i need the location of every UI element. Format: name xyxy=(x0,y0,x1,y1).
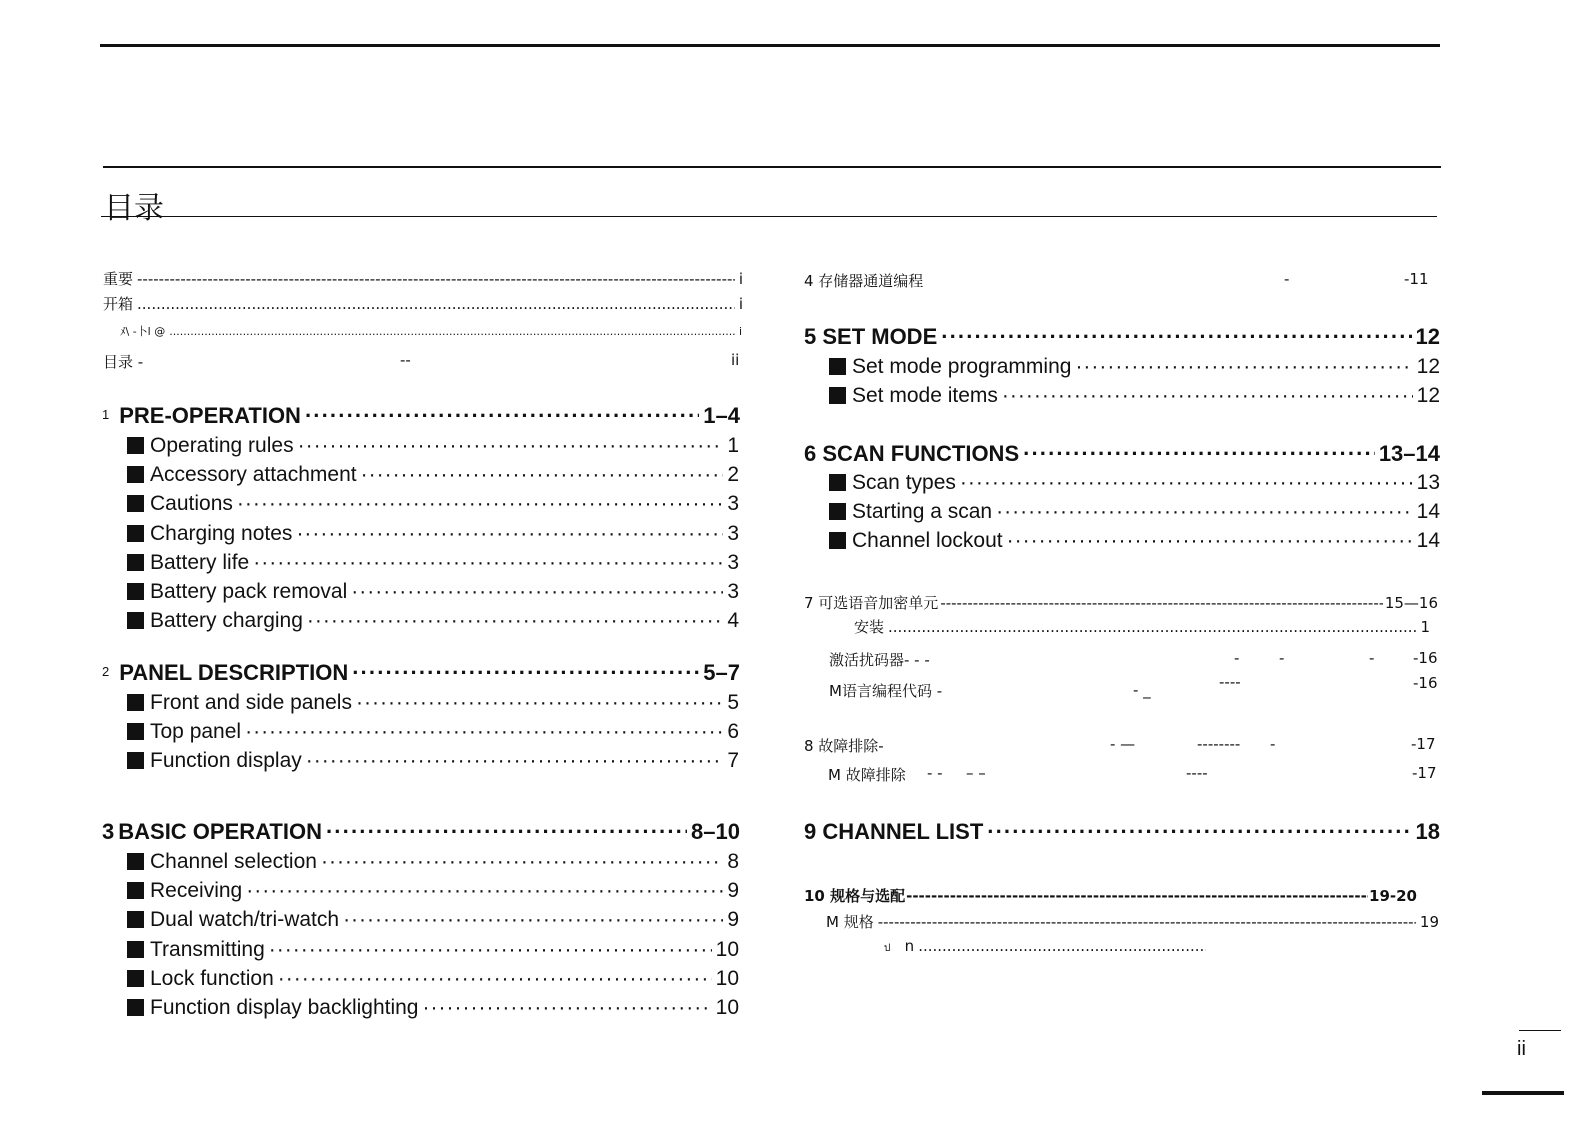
entry-label: ﾒ\ -卜l @ xyxy=(120,325,166,338)
toc-item-troubleshooting[interactable] xyxy=(828,764,1439,786)
item-label: Battery pack removal xyxy=(127,580,347,604)
item-page: 3 xyxy=(727,492,739,516)
toc-item[interactable] xyxy=(127,938,739,962)
section-title: 6 SCAN FUNCTIONS xyxy=(804,441,1020,466)
item-mid-1: - - xyxy=(927,764,943,782)
entry-page: i xyxy=(738,270,743,288)
item-label: Transmitting xyxy=(127,938,265,962)
item-label: Scan types xyxy=(829,471,956,495)
entry-mid: -- xyxy=(400,351,411,369)
toc-section-4[interactable] xyxy=(804,270,1444,292)
leader xyxy=(1002,384,1413,408)
item-page: -16 xyxy=(1413,649,1438,667)
page-number-rule xyxy=(1519,1030,1561,1031)
toc-section-5[interactable] xyxy=(804,324,1440,350)
leader xyxy=(356,691,723,715)
toc-section-1[interactable] xyxy=(102,403,740,429)
item-label: M 规格 xyxy=(826,913,874,931)
section-mid-1: - — xyxy=(1110,735,1136,753)
item-label: M 故障排除 xyxy=(828,766,906,784)
leader xyxy=(278,967,712,991)
leader xyxy=(137,270,735,288)
section-pages: 18 xyxy=(1415,819,1440,844)
section-title: 10 规格与选配 xyxy=(804,887,906,905)
leader xyxy=(245,720,723,744)
leader xyxy=(878,913,1416,931)
item-page: 10 xyxy=(715,937,739,961)
square-bullet-icon xyxy=(829,474,846,491)
toc-entry-garbled[interactable] xyxy=(120,323,742,339)
toc-item-set-mode-programming[interactable] xyxy=(829,355,1440,379)
square-bullet-icon xyxy=(127,752,144,769)
item-page: -17 xyxy=(1412,764,1437,782)
leader xyxy=(307,609,723,633)
leader xyxy=(960,471,1413,495)
toc-item[interactable] xyxy=(127,434,739,458)
section-title: 1 PRE-OPERATION xyxy=(102,403,301,428)
item-page: 3 xyxy=(727,521,739,545)
leader xyxy=(352,660,699,686)
square-bullet-icon xyxy=(127,554,144,571)
entry-page: ii xyxy=(731,351,740,369)
leader xyxy=(906,887,1368,905)
item-mid-2: - xyxy=(1279,649,1285,667)
leader xyxy=(918,937,1206,955)
item-page: 4 xyxy=(727,609,739,633)
section-title: 9 CHANNEL LIST xyxy=(804,819,984,844)
section-number: 1 xyxy=(102,407,110,422)
leader xyxy=(361,463,724,487)
item-label: Lock function xyxy=(127,967,274,991)
title-top-rule xyxy=(103,166,1441,168)
entry-label: 目录 - xyxy=(103,353,144,371)
leader xyxy=(305,403,699,429)
toc-item[interactable] xyxy=(127,492,739,516)
item-label: Accessory attachment xyxy=(127,463,357,487)
toc-section-9[interactable] xyxy=(804,819,1440,845)
leader xyxy=(253,551,723,575)
section-pages: 19-20 xyxy=(1369,887,1417,905)
toc-item[interactable] xyxy=(127,967,739,991)
toc-item[interactable] xyxy=(127,720,739,744)
toc-item[interactable] xyxy=(127,551,739,575)
leader xyxy=(1023,441,1375,467)
section-number: 2 xyxy=(102,664,110,679)
section-title: 8 故障排除- xyxy=(804,737,884,755)
item-label: Set mode programming xyxy=(829,355,1071,379)
item-mid-1: - _ xyxy=(1133,681,1151,699)
square-bullet-icon xyxy=(127,882,144,899)
toc-section-7[interactable] xyxy=(804,592,1438,613)
section-number: 3 xyxy=(102,819,115,844)
item-label: Cautions xyxy=(127,492,233,516)
item-label: Starting a scan xyxy=(829,500,992,524)
item-page: 14 xyxy=(1416,500,1440,523)
toc-item[interactable] xyxy=(127,691,739,715)
item-label: 激活扰码器- - - xyxy=(829,651,930,669)
item-label: M语言编程代码 - xyxy=(829,682,943,700)
entry-label: 重要 xyxy=(103,270,134,288)
toc-item[interactable] xyxy=(127,522,739,546)
square-bullet-icon xyxy=(829,358,846,375)
square-bullet-icon xyxy=(127,853,144,870)
toc-section-2[interactable] xyxy=(102,660,740,686)
item-mid-3: - xyxy=(1369,649,1375,667)
toc-item-scan-types[interactable] xyxy=(829,471,1440,495)
leader xyxy=(246,879,723,903)
leader xyxy=(351,580,723,604)
leader xyxy=(941,324,1411,350)
section-title: 5 SET MODE xyxy=(804,324,938,349)
item-label: Channel selection xyxy=(127,850,317,874)
toc-item[interactable] xyxy=(127,850,739,874)
item-label: Operating rules xyxy=(127,434,294,458)
item-page: 8 xyxy=(727,850,739,873)
leader xyxy=(296,522,723,546)
item-label: Battery charging xyxy=(127,609,303,633)
bottom-corner-rule xyxy=(1482,1091,1564,1095)
item-page: 6 xyxy=(727,720,739,744)
item-label: 安装 xyxy=(854,618,885,636)
section-pages: 1–4 xyxy=(703,403,740,428)
top-rule xyxy=(100,44,1440,47)
title-bottom-rule xyxy=(101,216,1437,217)
section-mid-2: -------- xyxy=(1197,735,1241,753)
item-label: Function display backlighting xyxy=(127,996,419,1020)
item-label: Charging notes xyxy=(127,522,292,546)
page-title: 目录 xyxy=(104,191,164,226)
square-bullet-icon xyxy=(829,503,846,520)
item-label: Set mode items xyxy=(829,384,998,408)
leader xyxy=(237,492,723,516)
item-page: 10 xyxy=(715,996,739,1019)
leader xyxy=(298,434,724,458)
section-pages: -17 xyxy=(1411,735,1436,753)
toc-section-10[interactable] xyxy=(804,885,1417,906)
leader xyxy=(306,749,724,773)
square-bullet-icon xyxy=(829,532,846,549)
toc-item[interactable] xyxy=(127,463,739,487)
item-label: Function display xyxy=(127,749,302,773)
square-bullet-icon xyxy=(127,466,144,483)
section-pages: 8–10 xyxy=(691,819,740,844)
toc-item-install[interactable] xyxy=(854,616,1430,637)
item-page: 1 xyxy=(727,434,739,457)
entry-page: i xyxy=(738,295,743,313)
item-label: Dual watch/tri-watch xyxy=(127,908,339,932)
toc-item[interactable] xyxy=(127,749,739,773)
leader xyxy=(1075,355,1412,379)
leader xyxy=(888,618,1416,636)
section-pages: 13–14 xyxy=(1378,441,1440,466)
section-pages: 15—16 xyxy=(1384,594,1438,612)
square-bullet-icon xyxy=(127,911,144,928)
toc-item-scrambler[interactable] xyxy=(829,649,1439,671)
item-label: Battery life xyxy=(127,551,249,575)
square-bullet-icon xyxy=(127,612,144,629)
item-page: 5 xyxy=(727,691,739,714)
item-mid-2: ---- xyxy=(1219,673,1241,691)
square-bullet-icon xyxy=(829,387,846,404)
item-page: 7 xyxy=(727,749,739,773)
item-page: 9 xyxy=(727,908,739,932)
entry-page: i xyxy=(738,325,742,338)
item-page: 13 xyxy=(1416,471,1440,494)
leader xyxy=(996,500,1413,524)
page-number: ii xyxy=(1517,1038,1526,1060)
item-page: 9 xyxy=(727,879,739,903)
section-title: 3 BASIC OPERATION xyxy=(102,819,322,844)
leader xyxy=(343,908,723,932)
section-pages: 12 xyxy=(1415,324,1440,349)
toc-item-set-mode-items[interactable] xyxy=(829,384,1440,408)
item-page: 3 xyxy=(727,550,739,574)
item-mid-2: – – xyxy=(966,764,986,782)
item-page: 14 xyxy=(1416,529,1440,552)
item-page: -16 xyxy=(1413,674,1438,692)
item-label: Front and side panels xyxy=(127,691,352,715)
section-title: 2 PANEL DESCRIPTION xyxy=(102,660,349,685)
leader xyxy=(940,594,1383,612)
leader xyxy=(321,850,723,874)
square-bullet-icon xyxy=(127,583,144,600)
item-page: 12 xyxy=(1416,355,1440,378)
toc-section-6[interactable] xyxy=(804,441,1440,467)
square-bullet-icon xyxy=(127,694,144,711)
toc-section-8[interactable] xyxy=(804,735,1439,757)
leader xyxy=(137,295,735,313)
toc-item-starting-a-scan[interactable] xyxy=(829,500,1440,524)
section-pages: 5–7 xyxy=(703,660,740,685)
item-mid-3: ---- xyxy=(1186,764,1208,782)
toc-item[interactable] xyxy=(127,879,739,903)
item-page: 1 xyxy=(1420,618,1430,636)
square-bullet-icon xyxy=(127,495,144,512)
item-page: 3 xyxy=(727,580,739,603)
item-page: 2 xyxy=(727,463,739,487)
entry-mid: - xyxy=(1284,270,1290,288)
section-title: 7 可选语音加密单元 xyxy=(804,594,939,612)
item-label: Channel lockout xyxy=(829,529,1003,553)
item-label: Receiving xyxy=(127,879,242,903)
toc-entry-important[interactable] xyxy=(103,268,743,289)
entry-page: -11 xyxy=(1404,270,1429,288)
leader xyxy=(326,819,687,845)
square-bullet-icon xyxy=(127,941,144,958)
toc-item-specifications[interactable] xyxy=(826,911,1439,932)
item-mid-1: - xyxy=(1234,649,1240,667)
item-page: 10 xyxy=(715,966,739,990)
entry-label: 开箱 xyxy=(103,295,134,313)
item-label: ป n xyxy=(884,937,915,955)
toc-item[interactable] xyxy=(127,908,739,932)
toc-item-options[interactable] xyxy=(884,937,1210,956)
leader xyxy=(169,325,735,338)
item-page: 12 xyxy=(1416,384,1440,407)
toc-item[interactable] xyxy=(127,996,739,1020)
leader xyxy=(269,938,712,962)
toc-item[interactable] xyxy=(127,609,739,633)
square-bullet-icon xyxy=(127,970,144,987)
toc-item-language-code[interactable] xyxy=(829,673,1439,700)
leader xyxy=(1007,529,1413,553)
square-bullet-icon xyxy=(127,525,144,542)
section-mid-3: - xyxy=(1270,735,1276,753)
toc-entry-unpacking[interactable] xyxy=(103,293,743,314)
item-page: 19 xyxy=(1419,913,1439,931)
entry-label: 4 存储器通道编程 xyxy=(804,272,924,290)
square-bullet-icon xyxy=(127,723,144,740)
leader xyxy=(423,996,712,1020)
toc-entry-contents[interactable] xyxy=(103,351,743,373)
leader xyxy=(987,819,1411,845)
item-label: Top panel xyxy=(127,720,241,744)
toc-section-3[interactable] xyxy=(102,819,740,845)
toc-item[interactable] xyxy=(127,580,739,604)
square-bullet-icon xyxy=(127,999,144,1016)
square-bullet-icon xyxy=(127,437,144,454)
toc-item-channel-lockout[interactable] xyxy=(829,529,1440,553)
